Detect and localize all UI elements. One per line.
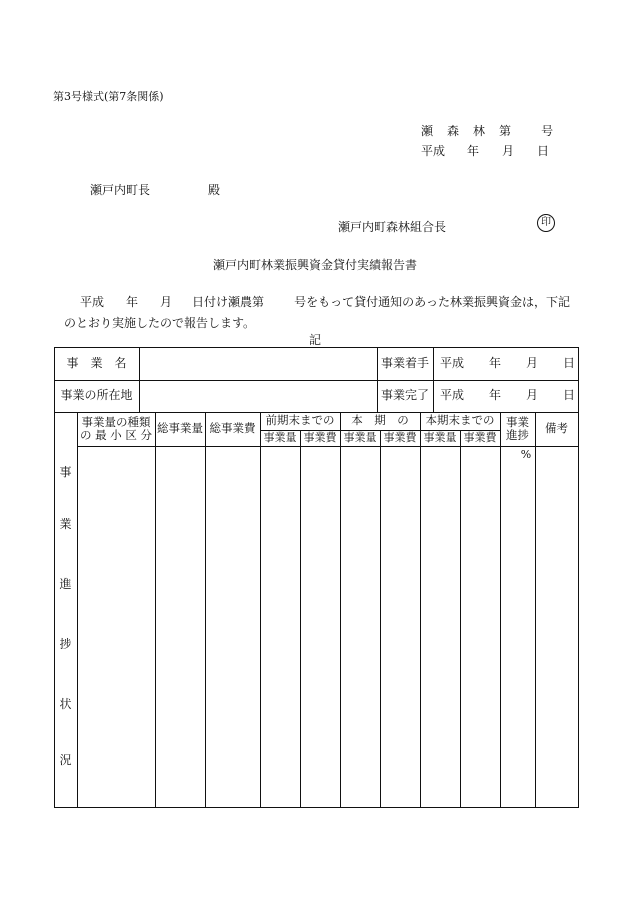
doc-no-char: 第 xyxy=(499,124,512,138)
document-date: 平成 年 月 日 xyxy=(421,144,550,158)
doc-no-char: 林 xyxy=(473,124,486,138)
col-total-amount-header: 総事業量 xyxy=(157,421,203,436)
sub-amount-header: 事業量 xyxy=(423,430,457,444)
doc-no-char: 号 xyxy=(541,124,554,138)
sub-cost-header: 事業費 xyxy=(383,430,417,444)
body-text-line2: のとおり実施したので報告します。 xyxy=(64,316,256,330)
col-total-cost-header: 総事業費 xyxy=(209,421,256,436)
addressee: 瀬戸内町長 殿 xyxy=(90,183,221,197)
doc-no-char: 瀬 xyxy=(421,124,434,138)
sub-amount-header: 事業量 xyxy=(263,430,297,444)
progress-vertical-char: 進 xyxy=(59,577,72,591)
complete-date: 平成 年 月 日 xyxy=(440,388,576,403)
col-remarks-header: 備考 xyxy=(545,421,568,436)
percent-sign: % xyxy=(520,447,532,461)
doc-no-char: 森 xyxy=(447,124,460,138)
progress-vertical-char: 状 xyxy=(59,697,72,711)
sender: 瀬戸内町森林組合長 xyxy=(338,220,447,234)
seal-mark: 印 xyxy=(537,214,555,232)
col-type-header: 事業量の種類 の 最 小 区 分 xyxy=(79,414,153,442)
col-prev-header: 前期末までの xyxy=(265,413,335,428)
sub-cost-header: 事業費 xyxy=(303,430,337,444)
start-label: 事業着手 xyxy=(380,355,429,370)
complete-label: 事業完了 xyxy=(380,388,429,403)
ki-heading: 記 xyxy=(308,333,321,347)
sub-amount-header: 事業量 xyxy=(343,430,377,444)
col-end-header: 本期末までの xyxy=(425,413,495,428)
project-location-label: 事業の所在地 xyxy=(60,388,133,403)
form-number: 第3号様式(第7条関係) xyxy=(53,90,164,103)
progress-vertical-char: 捗 xyxy=(59,637,72,651)
body-text-line1: 平成 年 月 日付け瀬農第 号をもって貸付通知のあった林業振興資金は，下記 xyxy=(80,295,570,309)
col-progress-header: 事業 進捗 xyxy=(506,414,529,442)
sub-cost-header: 事業費 xyxy=(463,430,497,444)
start-date: 平成 年 月 日 xyxy=(440,355,576,370)
col-curr-header: 本 期 の xyxy=(351,413,409,428)
progress-vertical-char: 業 xyxy=(59,517,72,531)
document-title: 瀬戸内町林業振興資金貸付実績報告書 xyxy=(212,258,417,272)
progress-vertical-char: 況 xyxy=(59,753,72,767)
project-name-label: 事 業 名 xyxy=(66,355,127,370)
progress-vertical-char: 事 xyxy=(59,465,72,479)
